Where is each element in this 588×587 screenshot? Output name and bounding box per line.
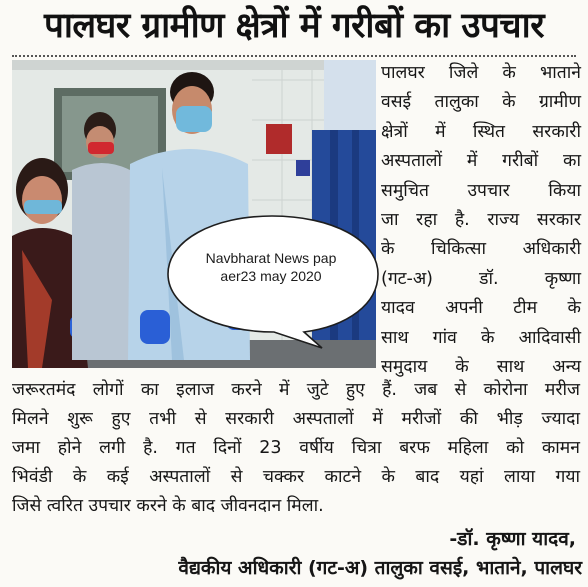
text-line: पालघर जिले के भाताने bbox=[381, 63, 581, 83]
text-line: साथ गांव के आदिवासी bbox=[381, 327, 581, 348]
text-line: के चिकित्सा अधिकारी bbox=[381, 239, 581, 260]
callout-line: Navbharat News pap bbox=[205, 250, 337, 266]
text-line: अस्पतालों में गरीबों का bbox=[381, 151, 581, 172]
callout-line: aer23 may 2020 bbox=[220, 268, 322, 284]
text-line: समुदाय के साथ अन्य bbox=[381, 357, 581, 378]
speech-bubble-text bbox=[196, 249, 346, 285]
text-line: जरूरतमंद लोगों का इलाज करने में जुटे हुए हैं. जब से कोरोना मरीज bbox=[12, 380, 580, 400]
signature-title: वैद्यकीय अधिकारी (गट-अ) तालुका वसई, भाताने, पालघर bbox=[178, 557, 582, 579]
column-text bbox=[381, 59, 581, 382]
body-text bbox=[12, 376, 580, 521]
signature-name: -डॉ. कृष्णा यादव, bbox=[449, 528, 576, 550]
text-line: जमा होने लगी है. गत दिनों 23 वर्षीय चित्रा बरफ महिला को कामन bbox=[12, 438, 580, 458]
text-line: मिलने शुरू हुए तभी से सरकारी अस्पतालों में मरीजों की भीड़ ज्यादा bbox=[12, 409, 580, 429]
text-line: वसई तालुका के ग्रामीण bbox=[381, 92, 581, 113]
text-line: यादव अपनी टीम के bbox=[381, 298, 581, 319]
text-line: भिवंडी के कई अस्पतालों से चक्कर काटने के बाद यहां लाया गया bbox=[12, 467, 580, 487]
text-line: जा रहा है. राज्य सरकार bbox=[381, 210, 581, 231]
text-line: (गट-अ) डॉ. कृष्णा bbox=[381, 268, 581, 289]
text-line: समुचित उपचार किया bbox=[381, 180, 581, 201]
headline: पालघर ग्रामीण क्षेत्रों में गरीबों का उपचार bbox=[43, 6, 545, 46]
text-line: क्षेत्रों में स्थित सरकारी bbox=[381, 121, 581, 142]
dotted-divider bbox=[12, 55, 576, 57]
text-line: जिसे त्वरित उपचार करने के बाद जीवनदान मिला. bbox=[12, 496, 324, 516]
